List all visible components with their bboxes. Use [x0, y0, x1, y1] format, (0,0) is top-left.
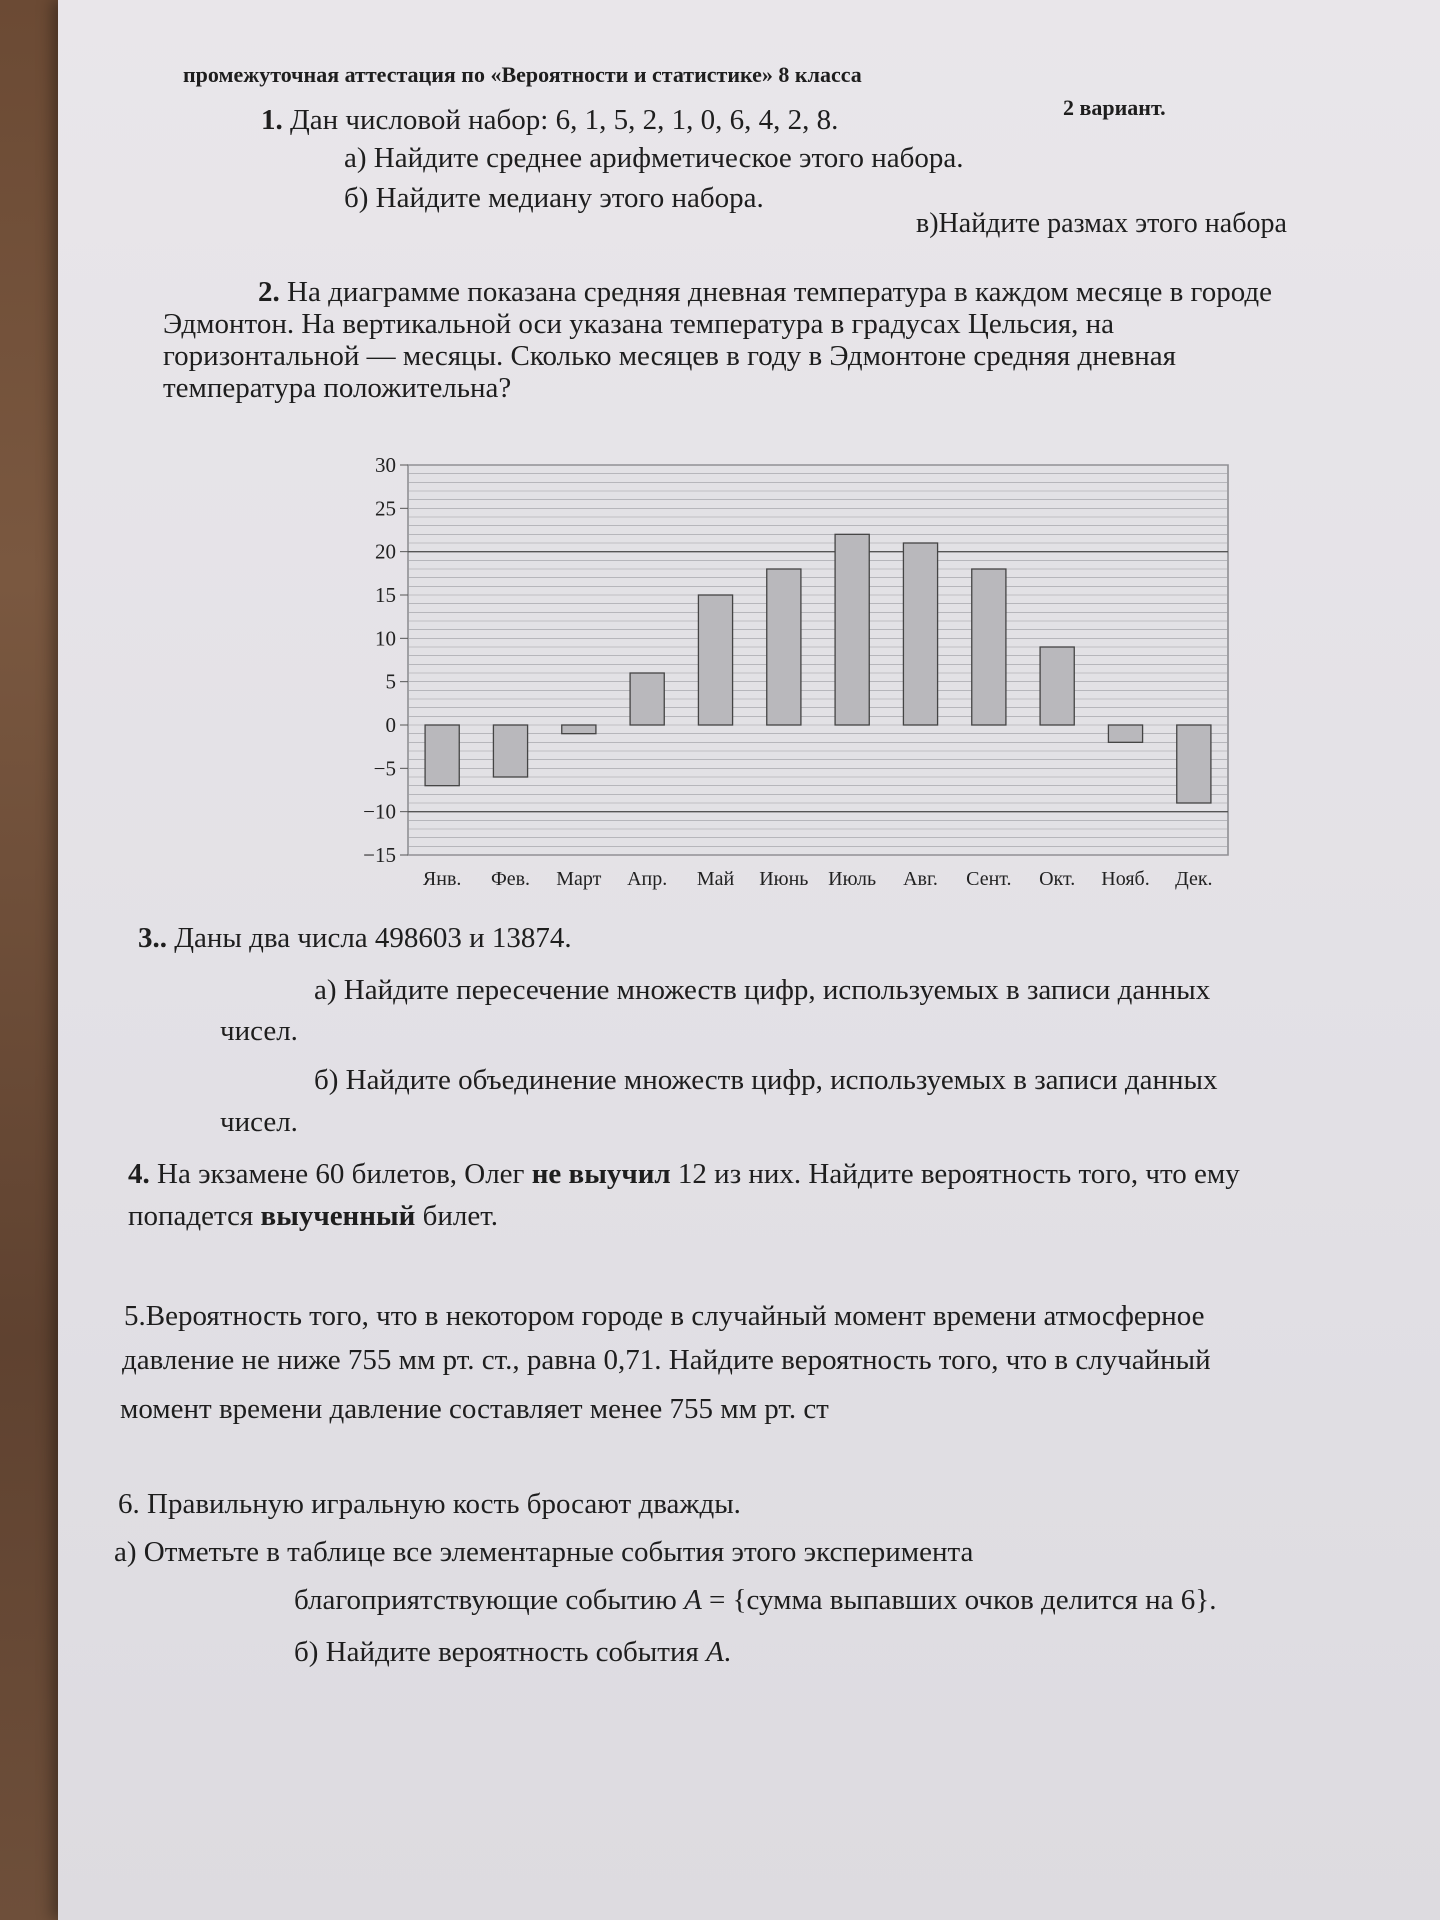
- q4-text-4: попадется: [128, 1200, 254, 1232]
- q6-line-4-end: .: [723, 1636, 732, 1668]
- q3-part-a-cont: чисел.: [220, 1015, 298, 1047]
- q4-line-1: [128, 1158, 1240, 1191]
- plot-area: [408, 465, 1228, 855]
- bar-3: [562, 725, 596, 734]
- q5-line-2: давление не ниже 755 мм рт. ст., равна 0,71. Найдите вероятность того, что в случайный: [122, 1344, 1211, 1376]
- q4-text-1: На экзамене 60 билетов, Олег: [157, 1158, 525, 1190]
- q3-part-b-cont: чисел.: [220, 1106, 298, 1138]
- header-title: промежуточная аттестация по «Вероятности и статистике» 8 класса: [183, 62, 862, 87]
- q4-number: 4.: [128, 1158, 150, 1190]
- bar-8: [903, 543, 937, 725]
- q3-part-b: б) Найдите объединение множеств цифр, используемых в записи данных: [314, 1064, 1218, 1096]
- q2-line-1: [258, 276, 1272, 309]
- exam-sheet: [58, 0, 1440, 1920]
- bar-9: [972, 569, 1006, 725]
- q2-line-3: горизонтальной — месяцы. Сколько месяцев в году в Эдмонтоне средняя дневная: [163, 340, 1177, 372]
- q2-line-4: температура положительна?: [163, 372, 512, 404]
- q6-event-a-2: A: [706, 1636, 724, 1668]
- q4-bold-learned: выученный: [260, 1200, 416, 1232]
- x-tick-label: Июль: [828, 868, 877, 890]
- bar-12: [1177, 725, 1211, 803]
- q6-line-3-text: благоприятствующие событию: [294, 1584, 677, 1616]
- q6-line-3-set: = {сумма выпавших очков делится на 6}.: [709, 1584, 1217, 1616]
- q3-statement: [138, 922, 572, 955]
- y-tick-label: 25: [375, 496, 396, 521]
- bar-5: [698, 595, 732, 725]
- q6-line-3: [294, 1584, 1216, 1617]
- y-tick-label: 15: [375, 583, 396, 607]
- y-tick-label: 10: [375, 626, 396, 651]
- bar-2: [493, 725, 527, 777]
- x-tick-label: Нояб.: [1101, 868, 1150, 890]
- x-tick-label: Дек.: [1175, 868, 1213, 890]
- q6-line-4-text: б) Найдите вероятность события: [294, 1636, 699, 1668]
- y-tick-label: 5: [385, 669, 396, 694]
- q1-number: 1.: [261, 104, 283, 136]
- bar-11: [1108, 725, 1142, 742]
- y-tick-label: 30: [375, 453, 396, 477]
- q4-bold-not-learned: не выучил: [531, 1158, 671, 1190]
- q1-statement: [261, 104, 838, 137]
- q1-part-c: в)Найдите размах этого набора: [916, 208, 1287, 239]
- q6-line-1: 6. Правильную игральную кость бросают дважды.: [118, 1488, 741, 1520]
- q1-part-a: а) Найдите среднее арифметическое этого набора.: [344, 142, 964, 174]
- q2-number: 2.: [258, 276, 280, 308]
- x-tick-label: Июнь: [759, 868, 809, 890]
- y-tick-label: 20: [375, 539, 396, 564]
- header-variant: 2 вариант.: [1063, 95, 1166, 120]
- temperature-bar-chart: [338, 445, 1238, 905]
- y-tick-label: −15: [363, 843, 396, 867]
- x-tick-label: Янв.: [422, 868, 462, 890]
- x-tick-label: Май: [696, 868, 735, 890]
- q1-part-b: б) Найдите медиану этого набора.: [344, 182, 764, 214]
- x-tick-label: Апр.: [627, 868, 668, 890]
- x-tick-label: Авг.: [903, 868, 938, 890]
- bar-7: [835, 534, 869, 725]
- q2-line-2: Эдмонтон. На вертикальной оси указана температура в градусах Цельсия, на: [163, 308, 1115, 340]
- q2-line-1-text: На диаграмме показана средняя дневная температура в каждом месяце в городе: [287, 276, 1273, 308]
- q3-number: 3..: [138, 922, 167, 954]
- q4-line-2: [128, 1200, 498, 1233]
- q3-text: Даны два числа 498603 и 13874.: [174, 922, 572, 954]
- q3-part-a: а) Найдите пересечение множеств цифр, используемых в записи данных: [314, 974, 1211, 1006]
- q6-line-2: а) Отметьте в таблице все элементарные события этого эксперимента: [114, 1536, 974, 1568]
- x-tick-label: Март: [556, 868, 602, 890]
- bar-1: [425, 725, 459, 786]
- q1-text: Дан числовой набор: 6, 1, 5, 2, 1, 0, 6, 4, 2, 8.: [290, 104, 839, 136]
- y-tick-label: −5: [373, 756, 396, 781]
- q6-event-a: A: [684, 1584, 702, 1616]
- q5-line-1: 5.Вероятность того, что в некотором городе в случайный момент времени атмосферное: [124, 1300, 1205, 1332]
- q5-line-3: момент времени давление составляет менее 755 мм рт. ст: [120, 1393, 829, 1425]
- x-tick-label: Окт.: [1039, 868, 1076, 890]
- bar-10: [1040, 647, 1074, 725]
- q4-text-3: 12 из них. Найдите вероятность того, что ему: [677, 1158, 1240, 1190]
- bar-4: [630, 673, 664, 725]
- x-tick-label: Фев.: [490, 868, 531, 890]
- q6-line-4: [294, 1636, 731, 1669]
- y-tick-label: −10: [363, 799, 396, 824]
- q4-text-6: билет.: [422, 1200, 498, 1232]
- x-tick-label: Сент.: [966, 868, 1012, 890]
- y-tick-label: 0: [385, 713, 396, 737]
- bar-6: [767, 569, 801, 725]
